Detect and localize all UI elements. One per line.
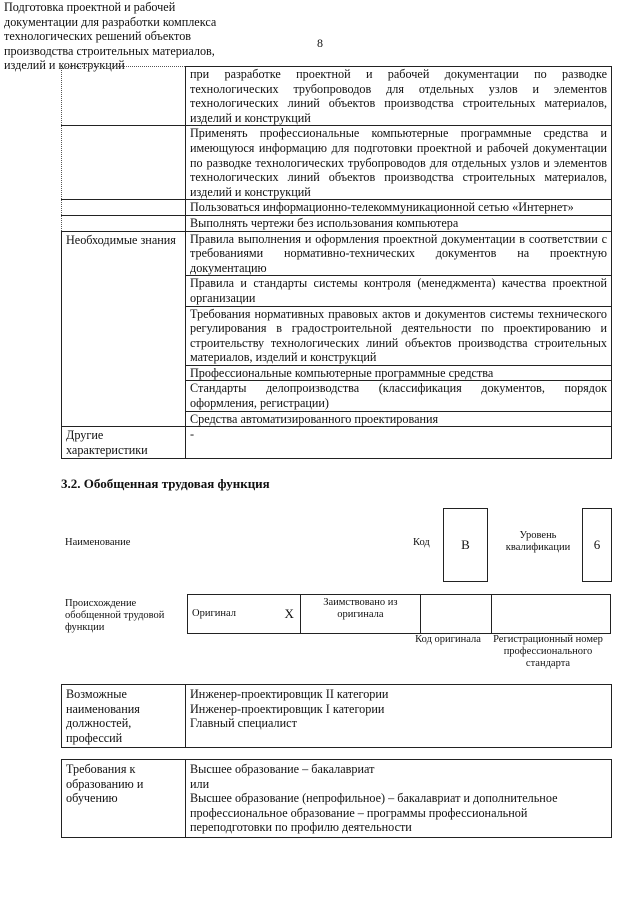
function-name-value: Подготовка проектной и рабочей документации для разработки комплекса технологических решений объектов производства строительных материалов, изделий и конструкций (4, 0, 217, 73)
skill-item: при разработке проектной и рабочей документации по разводке технологических трубопроводов для отдельных узлов и элементов технологических линий объектов производства строительных материалов, изделий и конструкций (186, 67, 612, 126)
skills-knowledge-table (61, 66, 612, 459)
skill-item: Выполнять чертежи без использования компьютера (186, 215, 612, 231)
position-item: Инженер-проектировщик II категории (190, 687, 389, 701)
level-value: 6 (582, 508, 612, 582)
positions-table (61, 684, 612, 748)
positions-values (186, 685, 612, 748)
position-item: Инженер-проектировщик I категории (190, 701, 385, 716)
origin-label: Происхождение обобщенной трудовой функции (65, 598, 165, 633)
page-number: 8 (317, 36, 323, 50)
reg-number-caption: Регистрационный номер профессионального стандарта (493, 634, 603, 669)
education-item: Высшее образование (непрофильное) – бакалавриат и дополнительное профессиональное образование – программы профессиональной переподготовки по профилю деятельности (190, 791, 558, 835)
education-table (61, 759, 612, 838)
education-values (186, 760, 612, 838)
code-label: Код (413, 537, 430, 548)
education-item: Высшее образование – бакалавриат (190, 762, 375, 776)
empty-label-cell (62, 126, 186, 200)
level-label: Уровень квалификации (505, 530, 571, 553)
code-original-cell (420, 595, 491, 634)
borrowed-label: Заимствовано из оригинала (301, 595, 420, 634)
position-item: Главный специалист (190, 716, 297, 731)
education-label: Требования к образованию и обучению (62, 760, 186, 838)
code-value: В (443, 508, 488, 582)
skill-item: Применять профессиональные компьютерные программные средства и имеющуюся информацию для подготовки проектной и рабочей документации по разводке технологических трубопроводов для отдельных узлов и элементов технологических линий объектов производства строительных материалов, изделий и конструкций (186, 126, 612, 200)
empty-label-cell (62, 215, 186, 231)
empty-label-cell (62, 67, 186, 126)
skill-item: Пользоваться информационно-телекоммуникационной сетью «Интернет» (186, 200, 612, 216)
other-characteristics-label: Другие характеристики (62, 427, 186, 459)
name-label: Наименование (65, 537, 131, 548)
code-original-caption: Код оригинала (415, 634, 481, 645)
origin-table (187, 594, 611, 634)
section-title: 3.2. Обобщенная трудовая функция (61, 476, 270, 491)
education-item: или (190, 776, 210, 791)
knowledge-item: Правила выполнения и оформления проектной документации в соответствии с требованиями нормативно-технических документов на проектную документацию (186, 231, 612, 276)
knowledge-item: Требования нормативных правовых актов и документов системы технического регулирования в градостроительной деятельности по проектированию и строительству технологических линий объектов производства строительных материалов, изделий и конструкций (186, 306, 612, 365)
knowledge-item: Средства автоматизированного проектирования (186, 411, 612, 427)
knowledge-item: Стандарты делопроизводства (классификация документов, порядок оформления, регистрации) (186, 381, 612, 411)
empty-label-cell (62, 200, 186, 216)
positions-label: Возможные наименования должностей, профессий (62, 685, 186, 748)
reg-number-cell (491, 595, 610, 634)
knowledge-item: Правила и стандарты системы контроля (менеджмента) качества проектной организации (186, 276, 612, 306)
knowledge-label: Необходимые знания (62, 231, 186, 427)
original-label: Оригинал (188, 595, 279, 634)
other-characteristics-value: - (186, 427, 612, 459)
original-mark: X (278, 595, 301, 634)
knowledge-item: Профессиональные компьютерные программные средства (186, 365, 612, 381)
